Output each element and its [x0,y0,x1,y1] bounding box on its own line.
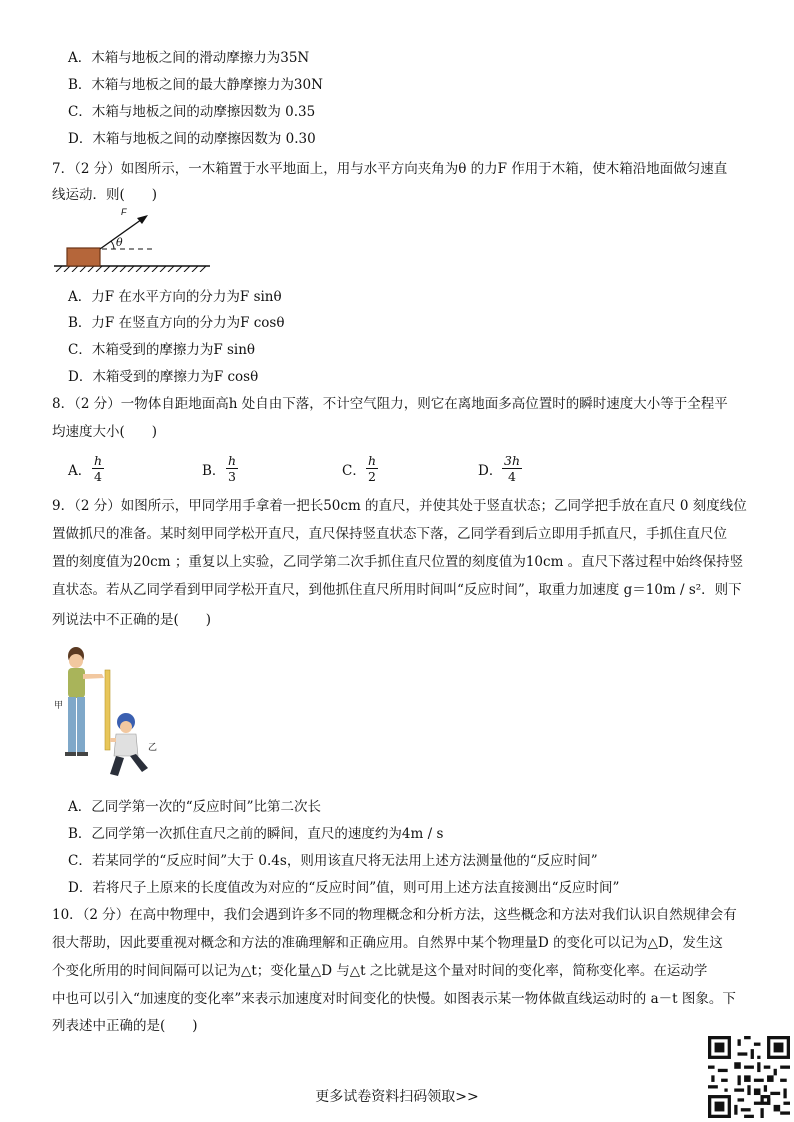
q8-option-b-numerator: h [228,453,237,468]
q10-stem-line-5: 列表述中正确的是( ) [52,1018,198,1034]
person-yi-leg-left [110,756,124,776]
q6-option-b: B．木箱与地板之间的最大静摩擦力为30N [68,77,323,93]
q8-option-a-label: A． [68,463,92,479]
force-label: F [121,207,127,217]
q9-option-d: D．若将尺子上原来的长度值改为对应的“反应时间”值，则可用上述方法直接测出“反应时间” [68,880,620,896]
q10-stem-line-2: 很大帮助，因此要重视对概念和方法的准确理解和正确应用。自然界中某个物理量D 的变化可以记为△D，发生这 [52,935,723,951]
q9-stem-line-1: 9．（2 分）如图所示，甲同学用手拿着一把长50cm 的直尺，并使其处于竖直状态；乙同学把手放在直尺 0 刻度线位 [52,498,747,514]
person-jia-shirt [68,668,85,698]
force-arrowhead [137,215,148,224]
q7-option-c: C．木箱受到的摩擦力为F sinθ [68,342,256,358]
q8-stem-line-2: 均速度大小( ) [52,424,158,440]
q8-option-d-denominator: 4 [508,469,516,484]
ruler [105,670,110,750]
q6-option-a: A．木箱与地板之间的滑动摩擦力为35N [68,50,310,66]
q9-stem-line-4: 直状态。若从乙同学看到甲同学松开直尺，到他抓住直尺所用时间叫“反应时间”，取重力加速度 g＝10m / s²．则下 [52,582,742,598]
q9-stem-line-3: 置的刻度值为20cm ；重复以上实验，乙同学第二次手抓住直尺位置的刻度值为10cm 。直尺下落过程中始终保持竖 [52,554,744,570]
q7-stem-line-2: 线运动．则( ) [52,187,158,203]
q8-stem-line-1: 8．（2 分）一物体自距地面高h 处自由下落，不计空气阻力，则它在离地面多高位置时的瞬时速度大小等于全程平 [52,396,728,412]
label-jia: 甲 [54,701,64,711]
q7-box-force-figure [50,206,215,272]
q7-option-d: D．木箱受到的摩擦力为F cosθ [68,369,259,385]
person-jia-leg-right [77,697,85,753]
q8-option-c-label: C． [342,463,366,479]
q8-option-a-denominator: 4 [94,469,102,484]
q7-option-b: B．力F 在竖直方向的分力为F cosθ [68,315,285,331]
q9-stem-line-2: 置做抓尺的准备。某时刻甲同学松开直尺，直尺保持竖直状态下落，乙同学看到后立即用手抓直尺，手抓住直尺位 [52,526,727,542]
q8-option-c-denominator: 2 [368,469,376,484]
wooden-box [67,248,100,266]
q6-option-c: C．木箱与地板之间的动摩擦因数为 0.35 [68,104,316,120]
q6-option-d: D．木箱与地板之间的动摩擦因数为 0.30 [68,131,316,147]
q9-option-a: A．乙同学第一次的“反应时间”比第二次长 [68,799,322,815]
person-jia-shoe-right [77,752,88,756]
person-yi-shirt [114,734,138,756]
q10-stem-line-3: 个变化所用的时间间隔可以记为△t；变化量△D 与△t 之比就是这个量对时间的变化率，简称变化率。在运动学 [52,963,708,979]
q8-option-b-denominator: 3 [228,469,236,484]
q8-option-d-numerator: 3h [504,453,521,468]
q10-stem-line-1: 10．（2 分）在高中物理中，我们会遇到许多不同的物理概念和分析方法，这些概念和方法对我们认识自然规律会有 [52,907,737,923]
q8-option-a-fraction [92,453,104,484]
person-jia-shoe-left [65,752,76,756]
person-yi-leg-right [130,754,148,772]
person-jia-leg-left [68,697,76,753]
q8-option-b-label: B． [202,463,226,479]
q8-option-b-fraction [226,453,238,484]
q8-option-d-label: D． [478,463,503,479]
q8-option-c-fraction [366,453,378,484]
q9-option-b: B．乙同学第一次抓住直尺之前的瞬间，直尺的速度约为4m / s [68,826,444,842]
angle-arc [111,241,114,249]
person-jia-arm [83,674,104,679]
q7-stem-line-1: 7．（2 分）如图所示，一木箱置于水平地面上，用与水平方向夹角为θ 的力F 作用于木箱，使木箱沿地面做匀速直 [52,161,728,177]
q8-option-a-numerator: h [94,453,103,468]
q7-option-a: A．力F 在水平方向的分力为F sinθ [68,289,282,305]
q8-option-c-numerator: h [368,453,377,468]
q9-ruler-catch-figure [52,646,162,786]
q9-option-c: C．若某同学的“反应时间”大于 0.4s，则用该直尺将无法用上述方法测量他的“反应时间” [68,853,598,869]
angle-label: θ [116,236,123,249]
person-jia-head [69,654,83,668]
q10-stem-line-4: 中也可以引入“加速度的变化率”来表示加速度对时间变化的快慢。如图表示某一物体做直线运动时的 a－t 图象。下 [52,991,736,1007]
ground-hatching [56,266,206,272]
label-yi: 乙 [148,743,158,753]
person-yi-arm [110,738,116,742]
q8-option-d-fraction [502,453,522,484]
footer-scan-prompt[interactable]: 更多试卷资料扫码领取>> [315,1089,479,1105]
q9-stem-line-5: 列说法中不正确的是( ) [52,612,212,628]
person-yi-face [120,721,132,733]
